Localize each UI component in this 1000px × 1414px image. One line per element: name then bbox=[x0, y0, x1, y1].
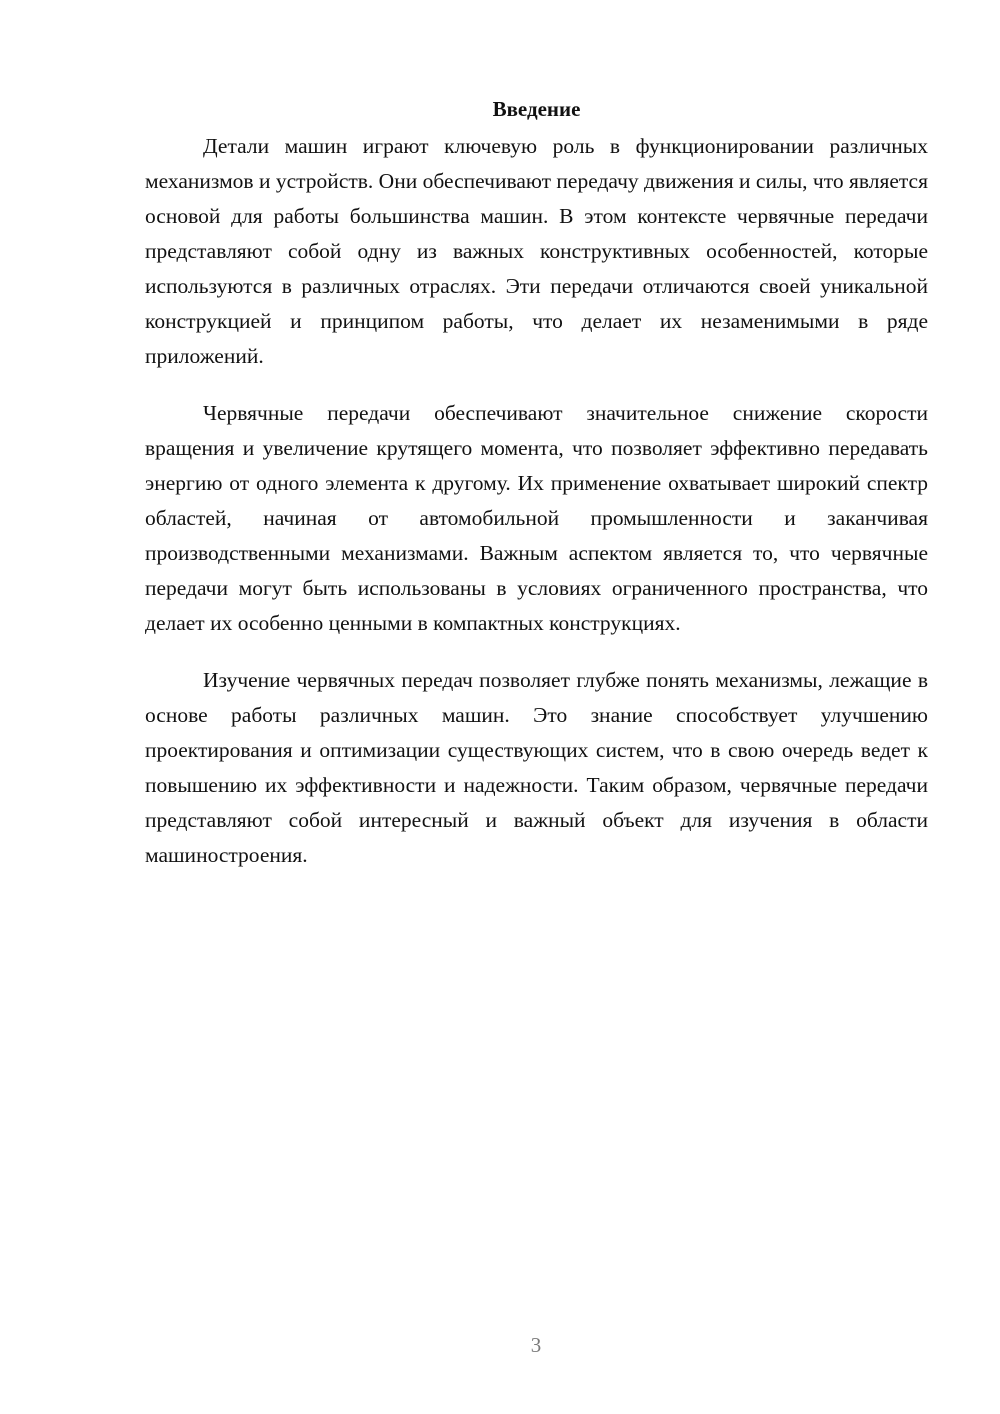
paragraph-3: Изучение червячных передач позволяет глубже понять механизмы, лежащие в основе работы различных машин. Это знание способствует улучшению проектирования и оптимизации существующих систем, что в свою очередь ведет к повышению их эффективности и надежности. Таким образом, червячные передачи представляют собой интересный и важный объект для изучения в области машиностроения. bbox=[145, 668, 928, 867]
page-number: 3 bbox=[530, 1333, 542, 1357]
paragraph-2: Червячные передачи обеспечивают значительное снижение скорости вращения и увеличение крутящего момента, что позволяет эффективно передавать энергию от одного элемента к другому. Их применение охватывает широкий спектр областей, начиная от автомобильной промышленности и заканчивая производственными механизмами. Важным аспектом является то, что червячные передачи могут быть использованы в условиях ограниченного пространства, что делает их особенно ценными в компактных конструкциях. bbox=[145, 401, 928, 635]
section-heading: Введение bbox=[492, 97, 581, 121]
page-content bbox=[145, 92, 928, 895]
paragraph-1: Детали машин играют ключевую роль в функционировании различных механизмов и устройств. Они обеспечивают передачу движения и силы, что является основой для работы большинства машин. В этом контексте червячные передачи представляют собой одну из важных конструктивных особенностей, которые используются в различных отраслях. Эти передачи отличаются своей уникальной конструкцией и принципом работы, что делает их незаменимыми в ряде приложений. bbox=[145, 134, 928, 368]
